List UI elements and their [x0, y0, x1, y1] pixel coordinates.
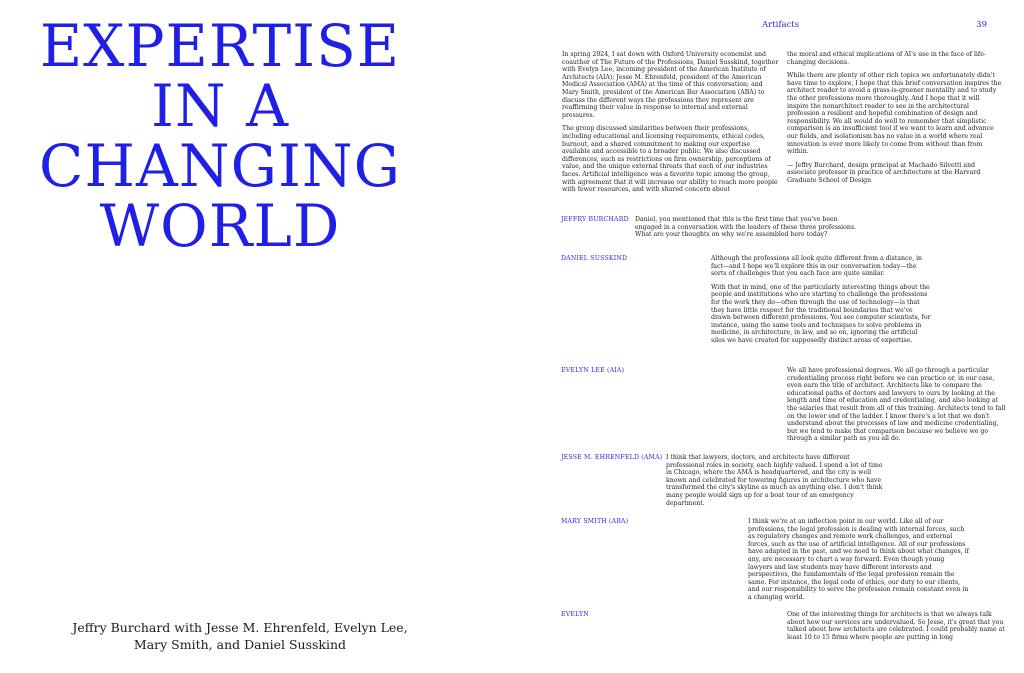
speaker-label: EVELYN [561, 611, 589, 618]
intro-column-right [787, 51, 1002, 191]
dialogue-turn [748, 518, 970, 608]
dialogue-turn [787, 367, 1009, 449]
dialogue-paragraph: One of the interesting things for architects is that we always talk about how our services are undervalued. So Jesse, it's great that you talked about how architects are celebrated. I could probably name at least 10 to 15 firms where people are putting in long [787, 611, 1005, 641]
right-page [512, 0, 1024, 673]
title-line-3: CHANGING [39, 132, 401, 200]
dialogue-paragraph: I think we're at an inflection point in our world. Like all of our professions, the legal profession is dealing with internal forces, such as regulatory changes and remote work challenges, and external forces, such as the use of artificial intelligence. All of our professions have adapted in the past, and we need to think about what changes, if any, are necessary to chart a way forward. Even though young lawyers and law students may have different interests and perspectives, the fundamentals of the legal profession remain the same. For instance, the legal code of ethics, our duty to our clients, and our responsibility to serve the profession remain constant even in a changing world. [748, 518, 969, 601]
intro-paragraph: The group discussed similarities between their professions, including educational and licensing requirements, ethical codes, burnout, and a shared commitment to making our expertise available and accessible to a broader public. We also discussed differences, such as restrictions on firm ownership, perceptions of value, and the unique external threats that each of our industries faces. Artificial intelligence was a favorite topic among the group, with agreement that it will increase our ability to reach more people with fewer resources, and with shared concern about [562, 125, 778, 194]
byline [40, 619, 440, 653]
speaker-label: DANIEL SUSSKIND [561, 255, 628, 262]
intro-paragraph: the moral and ethical implications of AI's use in the face of life-changing decisions. [787, 51, 986, 66]
page-title [0, 12, 440, 260]
title-line-4: WORLD [99, 192, 341, 260]
speaker-label: JEFFRY BURCHARD [561, 216, 629, 223]
intro-paragraph: While there are plenty of other rich topics we unfortunately didn't have time to explore, I hope that this brief conversation inspires the architect reader to avoid a grass-is-greener mentality and to study the other professions more thoroughly. And I hope that it will inspire the nonarchitect reader to see in the architectural profession a resilient and hopeful combination of design and responsibility. We all would do well to remember that simplistic comparison is an insufficient tool if we want to learn and advance our fields, and isolationism has no value in a world where real innovation is ever more likely to come from without than from within. [787, 72, 1002, 156]
dialogue-paragraph: With that in mind, one of the particularly interesting things about the people and institutions who are starting to challenge the professions for the work they do—often through the use of technology—is that they have little respect for the traditional boundaries that we've drawn between different professions. You see computer scientists, for instance, using the same tools and techniques to solve problems in medicine, in architecture, in law, and so on, ignoring the artificial silos we have created for supposedly distinct areas of expertise. [711, 283, 931, 344]
dialogue-paragraph: We all have professional degrees. We all go through a particular credentialing process right before we can practice or, in our case, even earn the title of architect. Architects like to compare the educational paths of doctors and lawyers to ours by looking at the length and time of education and credentialing, and also looking at the salaries that result from all of this training. Architects tend to fall on the lower end of the ladder. I know there's a lot that we don't understand about the processes of law and medicine credentialing, but we tend to make that comparison because we believe we go through a similar path as you all do. [787, 367, 1006, 443]
speaker-label: EVELYN LEE (AIA) [561, 367, 625, 374]
intro-paragraph: In spring 2024, I sat down with Oxford University economist and coauthor of The Future of the Professions, Daniel Susskind, together with Evelyn Lee, incoming president of the American Institute of Architects (AIA); Jesse M. Ehrenfeld, president of the American Medical Association (AMA) at the time of this conversation; and Mary Smith, president of the American Bar Association (ABA) to discuss the different ways the professions they represent are reaffirming their value in response to internal and external pressures. [562, 51, 779, 119]
title-line-1: EXPERTISE [39, 12, 401, 80]
intro-signature: — Jeffry Burchard, design principal at Machado Silvetti and associate professor in practice of architecture at the Harvard Graduate School of Design [787, 161, 981, 184]
title-line-2: IN A [151, 72, 289, 140]
dialogue-paragraph: I think that lawyers, doctors, and architects have different professional roles in society, each highly valued. I spend a lot of time in Chicago, where the AMA is headquartered, and the city is well known and celebrated for towering figures in architecture who have transformed the city's skyline as much as anything else. I don't think many people would sign up for a boat tour of an emergency department. [666, 454, 883, 507]
intro-column-left [562, 51, 780, 200]
page-number: 39 [976, 20, 987, 30]
dialogue-paragraph: Although the professions all look quite different from a distance, in fact—and I hope we'll explore this in our conversation today—the sorts of challenges that you each face are quite similar. [711, 255, 923, 278]
speaker-label: JESSE M. EHRENFELD (AMA) [561, 454, 663, 461]
speaker-label: MARY SMITH (ABA) [561, 518, 629, 525]
byline-line-1: Jeffry Burchard with Jesse M. Ehrenfeld, Evelyn Lee, [72, 620, 408, 635]
dialogue-turn [635, 216, 857, 245]
dialogue-paragraph: Daniel, you mentioned that this is the first time that you've been engaged in a conversation with the leaders of these three professions. What are your thoughts on why we're assembled here today? [635, 216, 857, 239]
dialogue-turn [787, 611, 1009, 647]
section-name: Artifacts [762, 20, 800, 30]
dialogue-turn [711, 255, 933, 351]
dialogue-turn [666, 454, 888, 513]
byline-line-2: Mary Smith, and Daniel Susskind [133, 637, 347, 652]
